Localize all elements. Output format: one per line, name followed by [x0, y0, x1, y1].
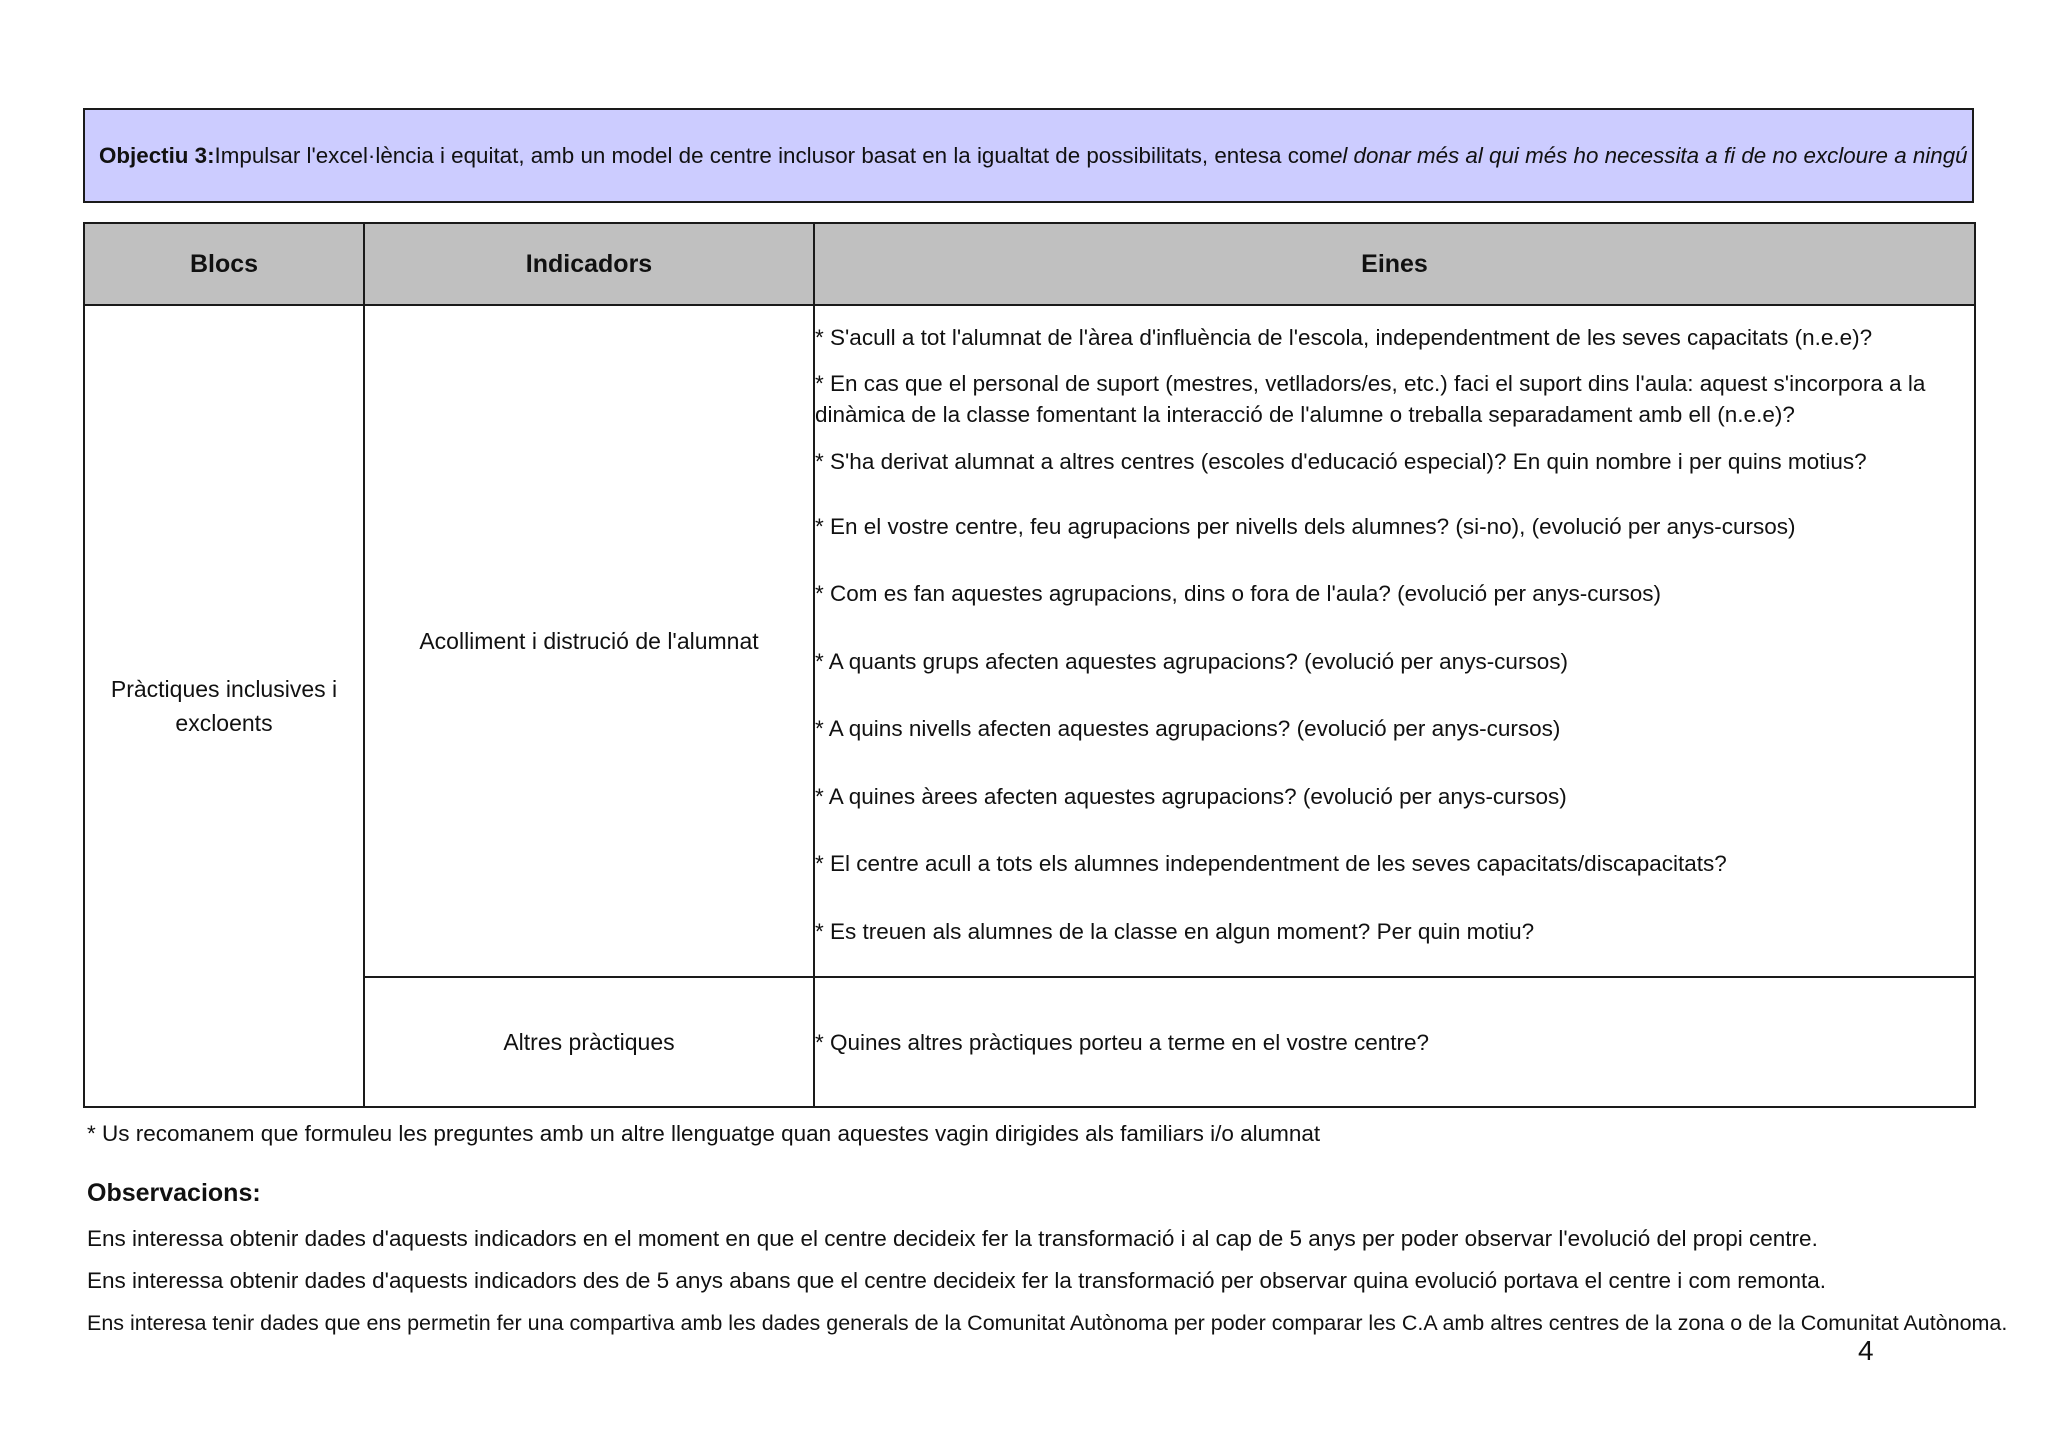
observation-line: Ens interessa obtenir dades d'aquests indicadors en el moment en que el centre decideix fer la transformació i al cap de 5 anys per poder observar l'evolució del propi centre. [87, 1226, 1818, 1251]
header-blocs: Blocs [84, 223, 364, 305]
question-item: * Quines altres pràctiques porteu a terme en el vostre centre? [815, 1029, 1430, 1055]
table-header-row [84, 223, 1975, 305]
question-item: * A quins nivells afecten aquestes agrupacions? (evolució per anys-cursos) [815, 716, 1561, 741]
question-item: * Com es fan aquestes agrupacions, dins o fora de l'aula? (evolució per anys-cursos) [815, 581, 1662, 606]
eines-cell [814, 977, 1975, 1107]
indicador-cell: Acolliment i distrució de l'alumnat [364, 305, 814, 977]
indicators-table [83, 222, 1976, 1108]
observation-line: Ens interesa tenir dades que ens permetin fer una compartiva amb les dades generals de la Comunitat Autònoma per poder comparar les C.A amb altres centres de la zona o de la Comunitat Autònoma. [87, 1311, 2008, 1335]
page-number: 4 [1858, 1335, 1874, 1366]
question-item: * Es treuen als alumnes de la classe en algun moment? Per quin motiu? [815, 918, 1535, 944]
question-item: * A quines àrees afecten aquestes agrupacions? (evolució per anys-cursos) [815, 783, 1567, 809]
eines-cell [814, 305, 1975, 977]
table-row [84, 977, 1975, 1107]
question-item: * A quants grups afecten aquestes agrupacions? (evolució per anys-cursos) [815, 648, 1568, 674]
footnote: * Us recomanem que formuleu les preguntes amb un altre llenguatge quan aquestes vagin dirigides als familiars i/o alumnat [87, 1121, 1321, 1146]
header-eines: Eines [814, 223, 1975, 305]
objective-banner [83, 108, 1974, 203]
objective-text: Impulsar l'excel·lència i equitat, amb un model de centre inclusor basat en la igualtat de possibilitats, entesa com [214, 142, 1330, 168]
table-row [84, 305, 1975, 977]
objective-emphasis: el donar més al qui més ho necessita a fi de no excloure a ningú [1329, 142, 1968, 168]
question-item: * En el vostre centre, feu agrupacions per nivells dels alumnes? (si-no), (evolució per anys-cursos) [815, 513, 1796, 539]
question-item: * S'acull a tot l'alumnat de l'àrea d'influència de l'escola, independentment de les seves capacitats (n.e.e)? [815, 324, 1873, 350]
indicador-cell: Altres pràctiques [364, 977, 814, 1107]
header-indicadors: Indicadors [364, 223, 814, 305]
question-item: * S'ha derivat alumnat a altres centres (escoles d'educació especial)? En quin nombre i per quins motius? [815, 448, 1867, 474]
objective-label: Objectiu 3: [99, 142, 215, 168]
question-item: * En cas que el personal de suport (mestres, vetlladors/es, etc.) faci el suport dins l'aula: aquest s'incorpora a la dinàmica de la classe fomentant la interacció de l'alumne o treballa separadament amb ell (n.e.e)? [815, 371, 1926, 427]
question-item: * El centre acull a tots els alumnes independentment de les seves capacitats/discapacitats? [815, 851, 1727, 876]
bloc-cell: Pràctiques inclusives i excloents [84, 305, 364, 1107]
observations-title: Observacions: [87, 1179, 261, 1207]
observation-line: Ens interessa obtenir dades d'aquests indicadors des de 5 anys abans que el centre decideix fer la transformació per observar quina evolució portava el centre i com remonta. [87, 1268, 1827, 1293]
